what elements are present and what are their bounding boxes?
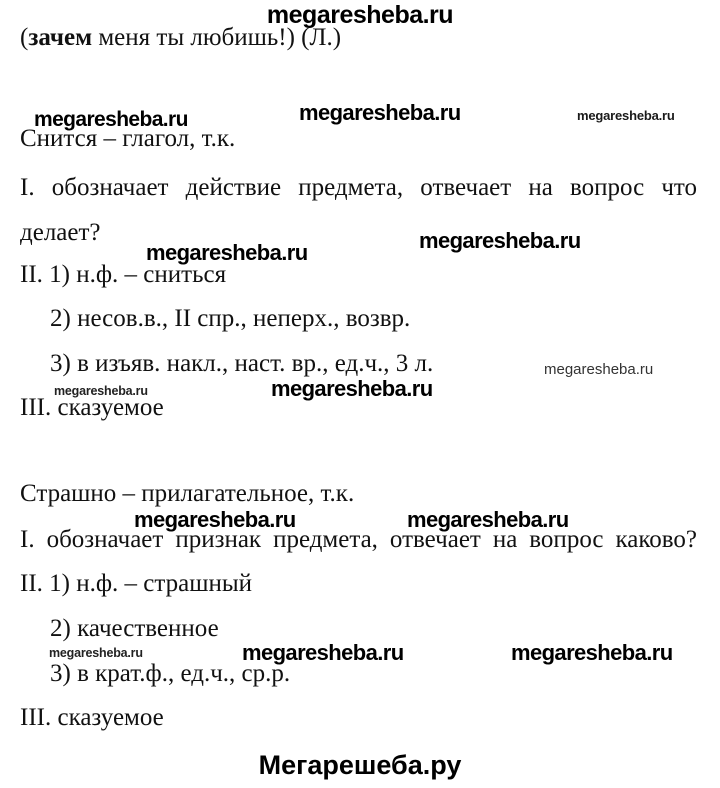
watermark: megaresheba.ru (54, 384, 148, 398)
watermark: megaresheba.ru (146, 240, 308, 265)
watermark: megaresheba.ru (419, 228, 581, 253)
watermark: megaresheba.ru (511, 640, 673, 665)
watermark: megaresheba.ru (134, 507, 296, 532)
watermark: megaresheba.ru (299, 100, 461, 125)
watermark: megaresheba.ru (271, 376, 433, 401)
verb-point2-head: II. 1) н.ф. – сниться (20, 261, 227, 288)
verb-point1-line2: делает? (20, 219, 101, 246)
adjective-point3: III. сказуемое (20, 704, 164, 731)
quote-bold-word: зачем (28, 24, 93, 51)
verb-point2-item3: 3) в изъяв. накл., наст. вр., ед.ч., 3 л. (50, 350, 434, 377)
watermark: megaresheba.ru (577, 108, 675, 123)
watermark: megaresheba.ru (407, 507, 569, 532)
watermark: megaresheba.ru (242, 640, 404, 665)
verb-point3: III. сказуемое (20, 394, 164, 421)
adjective-point1: I. обозначает признак предмета, отвечает на вопрос каково? (20, 526, 697, 553)
adjective-point2-head: II. 1) н.ф. – страшный (20, 570, 253, 597)
watermark: megaresheba.ru (544, 361, 654, 378)
site-footer-brand: Мегарешеба.ру (258, 750, 462, 780)
adjective-point2-item3: 3) в крат.ф., ед.ч., ср.р. (50, 660, 291, 687)
quote-line (20, 24, 341, 52)
watermark: megaresheba.ru (49, 646, 143, 660)
verb-point2-item2: 2) несов.в., II спр., неперх., возвр. (50, 305, 411, 332)
verb-intro: Снится – глагол, т.к. (20, 125, 236, 152)
adjective-intro: Страшно – прилагательное, т.к. (20, 480, 355, 507)
watermark: megaresheba.ru (34, 108, 188, 131)
quote-open: ( (20, 24, 29, 51)
verb-point1-line1: I. обозначает действие предмета, отвечает на вопрос что (20, 174, 697, 201)
adjective-point2-item2: 2) качественное (50, 615, 219, 642)
site-header-watermark: megaresheba.ru (266, 1, 454, 29)
quote-rest: меня ты любишь!) (Л.) (92, 24, 342, 51)
